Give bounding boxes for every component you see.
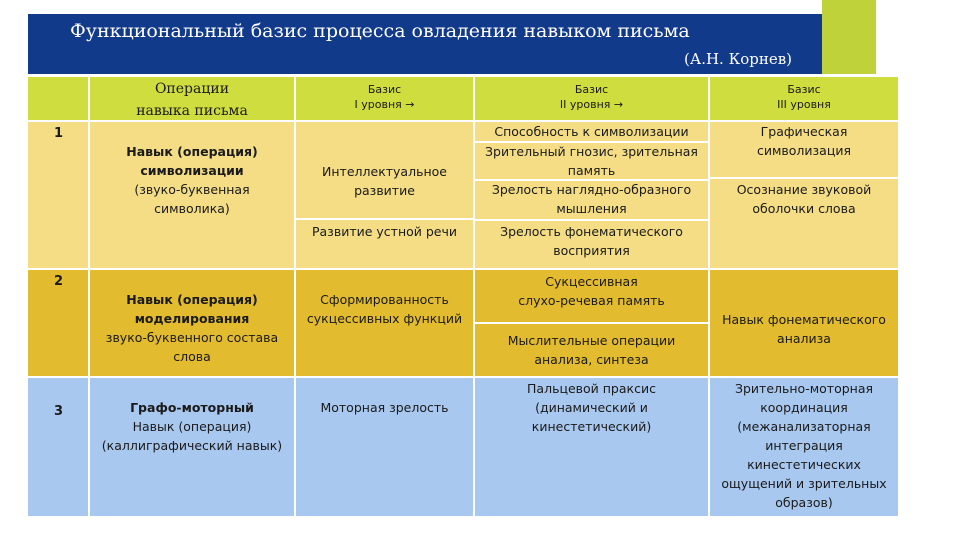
grid-line — [28, 376, 898, 378]
row-number: 2 — [54, 274, 64, 289]
basis3-phonemic-analysis: Навык фонематического анализа — [722, 312, 886, 346]
basis1-motor-maturity: Моторная зрелость — [320, 400, 449, 415]
basis2-mental-operations: Мыслительные операции анализа, синтеза — [507, 333, 676, 367]
grid-line — [28, 268, 898, 270]
basis2-finger-praxis: Пальцевой праксис (динамический и кинестетический) — [527, 381, 656, 434]
header-basis-1: Базис I уровня → — [354, 83, 415, 111]
slide-title: Функциональный базис процесса овладения навыком письма — [70, 20, 690, 42]
basis3-visual-motor-coordination: Зрительно-моторная координация (межанализаторная интеграция кинестетических ощущений и зрительных образов) — [721, 381, 887, 510]
grid-line — [294, 218, 473, 220]
slide-author: (А.Н. Корнев) — [684, 50, 793, 68]
header-basis-3: Базис III уровня — [777, 83, 831, 111]
basis2-symbolization-ability: Способность к символизации — [494, 124, 689, 139]
basis2-visual-gnosis: Зрительный гнозис, зрительная память — [485, 144, 698, 178]
accent-square — [822, 0, 876, 74]
operation-graphomotor: Графо-моторный Навык (операция) (каллиграфический навык) — [101, 400, 283, 453]
operation-modeling: Навык (операция) моделирования звуко-буквенного состава слова — [105, 292, 279, 364]
operation-symbolization: Навык (операция) символизации (звуко-буквенная символика) — [126, 144, 258, 216]
basis3-sound-awareness: Осознание звуковой оболочки слова — [736, 182, 872, 216]
basis2-phonemic-perception: Зрелость фонематического восприятия — [500, 224, 683, 258]
header-operations: Операции навыка письма — [136, 81, 248, 119]
grid-line — [473, 322, 708, 324]
basis1-oral-speech: Развитие устной речи — [311, 224, 457, 239]
row-number: 3 — [54, 404, 64, 419]
basis2-auditory-memory: Сукцессивная слухо-речевая память — [518, 274, 665, 308]
grid-line — [473, 219, 708, 221]
basis2-visual-thinking: Зрелость наглядно-образного мышления — [491, 182, 692, 216]
basis1-intellectual-development: Интеллектуальное развитие — [322, 164, 447, 198]
grid-line — [708, 177, 898, 179]
basis1-successive-functions: Сформированность сукцессивных функций — [306, 292, 463, 326]
basis3-graphic-symbolization: Графическая символизация — [756, 124, 851, 158]
header-basis-2: Базис II уровня → — [559, 83, 624, 111]
row-number: 1 — [54, 126, 64, 141]
